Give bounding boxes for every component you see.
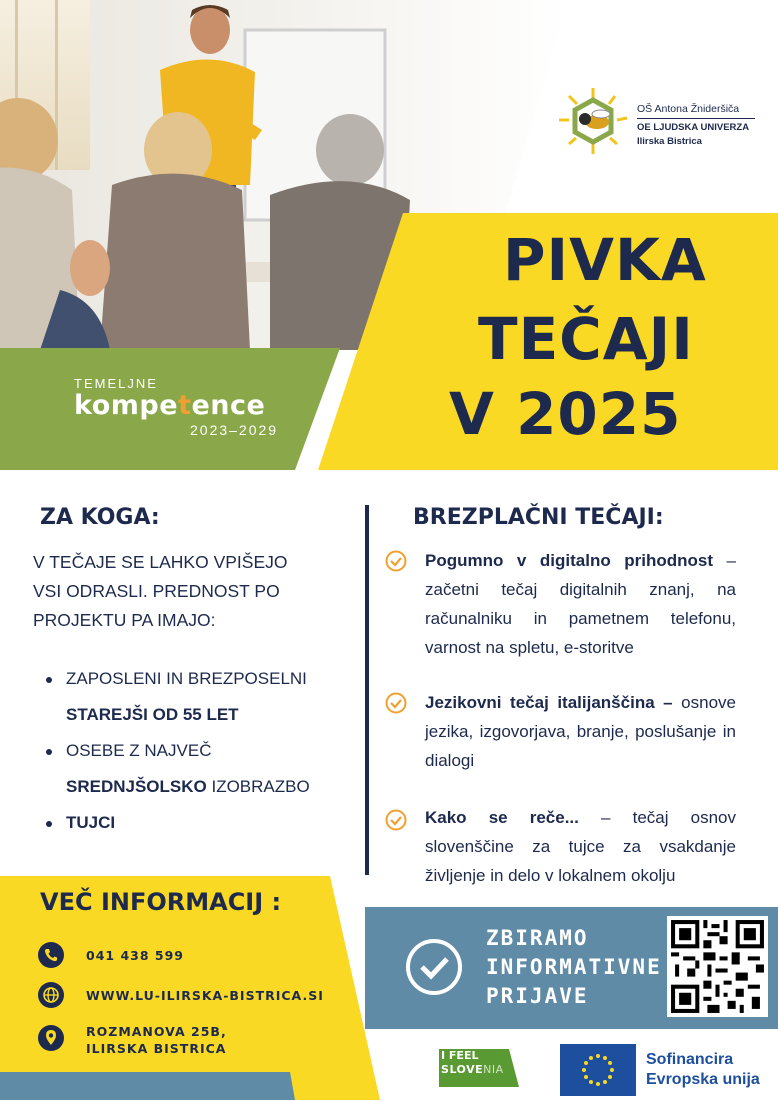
title-line-3: V 2025 [449,380,682,448]
logo-line-1: OŠ Antona Žnideršiča [637,103,740,115]
bullet-1-line-2: STAREJŠI OD 55 LET [66,705,239,724]
bullet-2-line-1: OSEBE Z NAJVEČ [46,733,346,769]
course-2-desc: osnove jezika, izgovorjava, branje, poslušanje in dialogi [425,693,736,770]
check-circle-icon [385,809,407,831]
intro-line-3: PROJEKTU PA IMAJO: [33,610,216,630]
qr-code[interactable] [667,916,768,1017]
bullet-dot [46,821,52,827]
phone-number[interactable]: 041 438 599 [86,948,184,963]
checkmark-circle-icon [405,938,463,996]
location-pin-icon [38,1025,64,1051]
eu-flag [560,1044,636,1096]
address-line-2: ILIRSKA BISTRICA [86,1041,227,1056]
i-feel-slovenia-logo [437,1047,520,1089]
title-line-2: TEČAJI [478,305,694,373]
bullet-list [46,661,346,841]
address-line-1: ROZMANOVA 25B, [86,1024,227,1039]
bullet-dot [46,677,52,683]
school-logo [555,86,760,156]
kompetence-wordmark [74,390,265,421]
zbiramo-line-3: PRIJAVE [486,984,589,1008]
website-link[interactable]: WWW.LU-ILIRSKA-BISTRICA.SI [86,988,324,1003]
kompetence-label-top: TEMELJNE [74,376,158,391]
bee-hexagon-logo-icon [555,86,631,156]
bullet-3: TUJCI [46,805,346,841]
eu-cofinanced-text [646,1050,760,1090]
course-3 [425,803,736,890]
info-heading: VEČ INFORMACIJ : [40,888,282,916]
kompetence-years: 2023–2029 [190,422,279,438]
course-3-title: Kako se reče... [425,808,579,827]
bullet-2-line-2: SREDNJŠOLSKO IZOBRAZBO [66,777,310,796]
eu-line-2: Evropska unija [646,1071,760,1088]
logo-line-3: Ilirska Bistrica [637,136,702,147]
kompetence-part-a: kompe [74,390,179,421]
course-2 [425,688,736,775]
check-circle-icon [385,692,407,714]
bullet-1-line-1: ZAPOSLENI IN BREZPOSELNI [46,661,346,697]
eu-stars-icon [560,1044,636,1096]
courses-heading: BREZPLAČNI TEČAJI: [413,505,664,530]
bullet-dot [46,749,52,755]
ifeel-line-2 [441,1064,504,1076]
course-1-title: Pogumno v digitalno prihodnost [425,551,713,570]
kompetence-part-c: ence [191,390,266,421]
zbiramo-text [486,924,662,1011]
phone-icon [38,942,64,968]
ifeel-nia: NIA [483,1063,504,1076]
column-divider [365,505,369,875]
course-1-desc: – začetni tečaj digitalnih znanj, na računalniku in pametnem telefonu, varnost na spletu, e-storitve [425,551,736,657]
za-koga-heading: ZA KOGA: [40,505,160,530]
zbiramo-line-1: ZBIRAMO [486,926,589,950]
ifeel-love: LOVE [449,1063,484,1076]
course-2-title: Jezikovni tečaj italijanščina – [425,693,673,712]
intro-line-2: VSI ODRASLI. PREDNOST PO [33,581,280,601]
kompetence-part-t: t [178,390,192,421]
zbiramo-line-2: INFORMATIVNE [486,955,662,979]
intro-line-1: V TEČAJE SE LAHKO VPIŠEJO [33,552,288,572]
globe-icon [38,982,64,1008]
qr-code-icon [667,916,768,1017]
logo-line-2: OE LJUDSKA UNIVERZA [637,122,750,133]
address [86,1023,227,1057]
course-3-desc: – tečaj osnov slovenščine za tujce za vsakdanje življenje in delo v lokalnem okolju [425,808,736,885]
title-line-1: PIVKA [503,226,707,294]
za-koga-intro [33,548,333,635]
course-1 [425,546,736,662]
ifeel-s: S [441,1063,450,1076]
eu-line-1: Sofinancira [646,1051,734,1068]
check-circle-icon [385,550,407,572]
ifeel-line-1: I FEEL [441,1049,479,1062]
